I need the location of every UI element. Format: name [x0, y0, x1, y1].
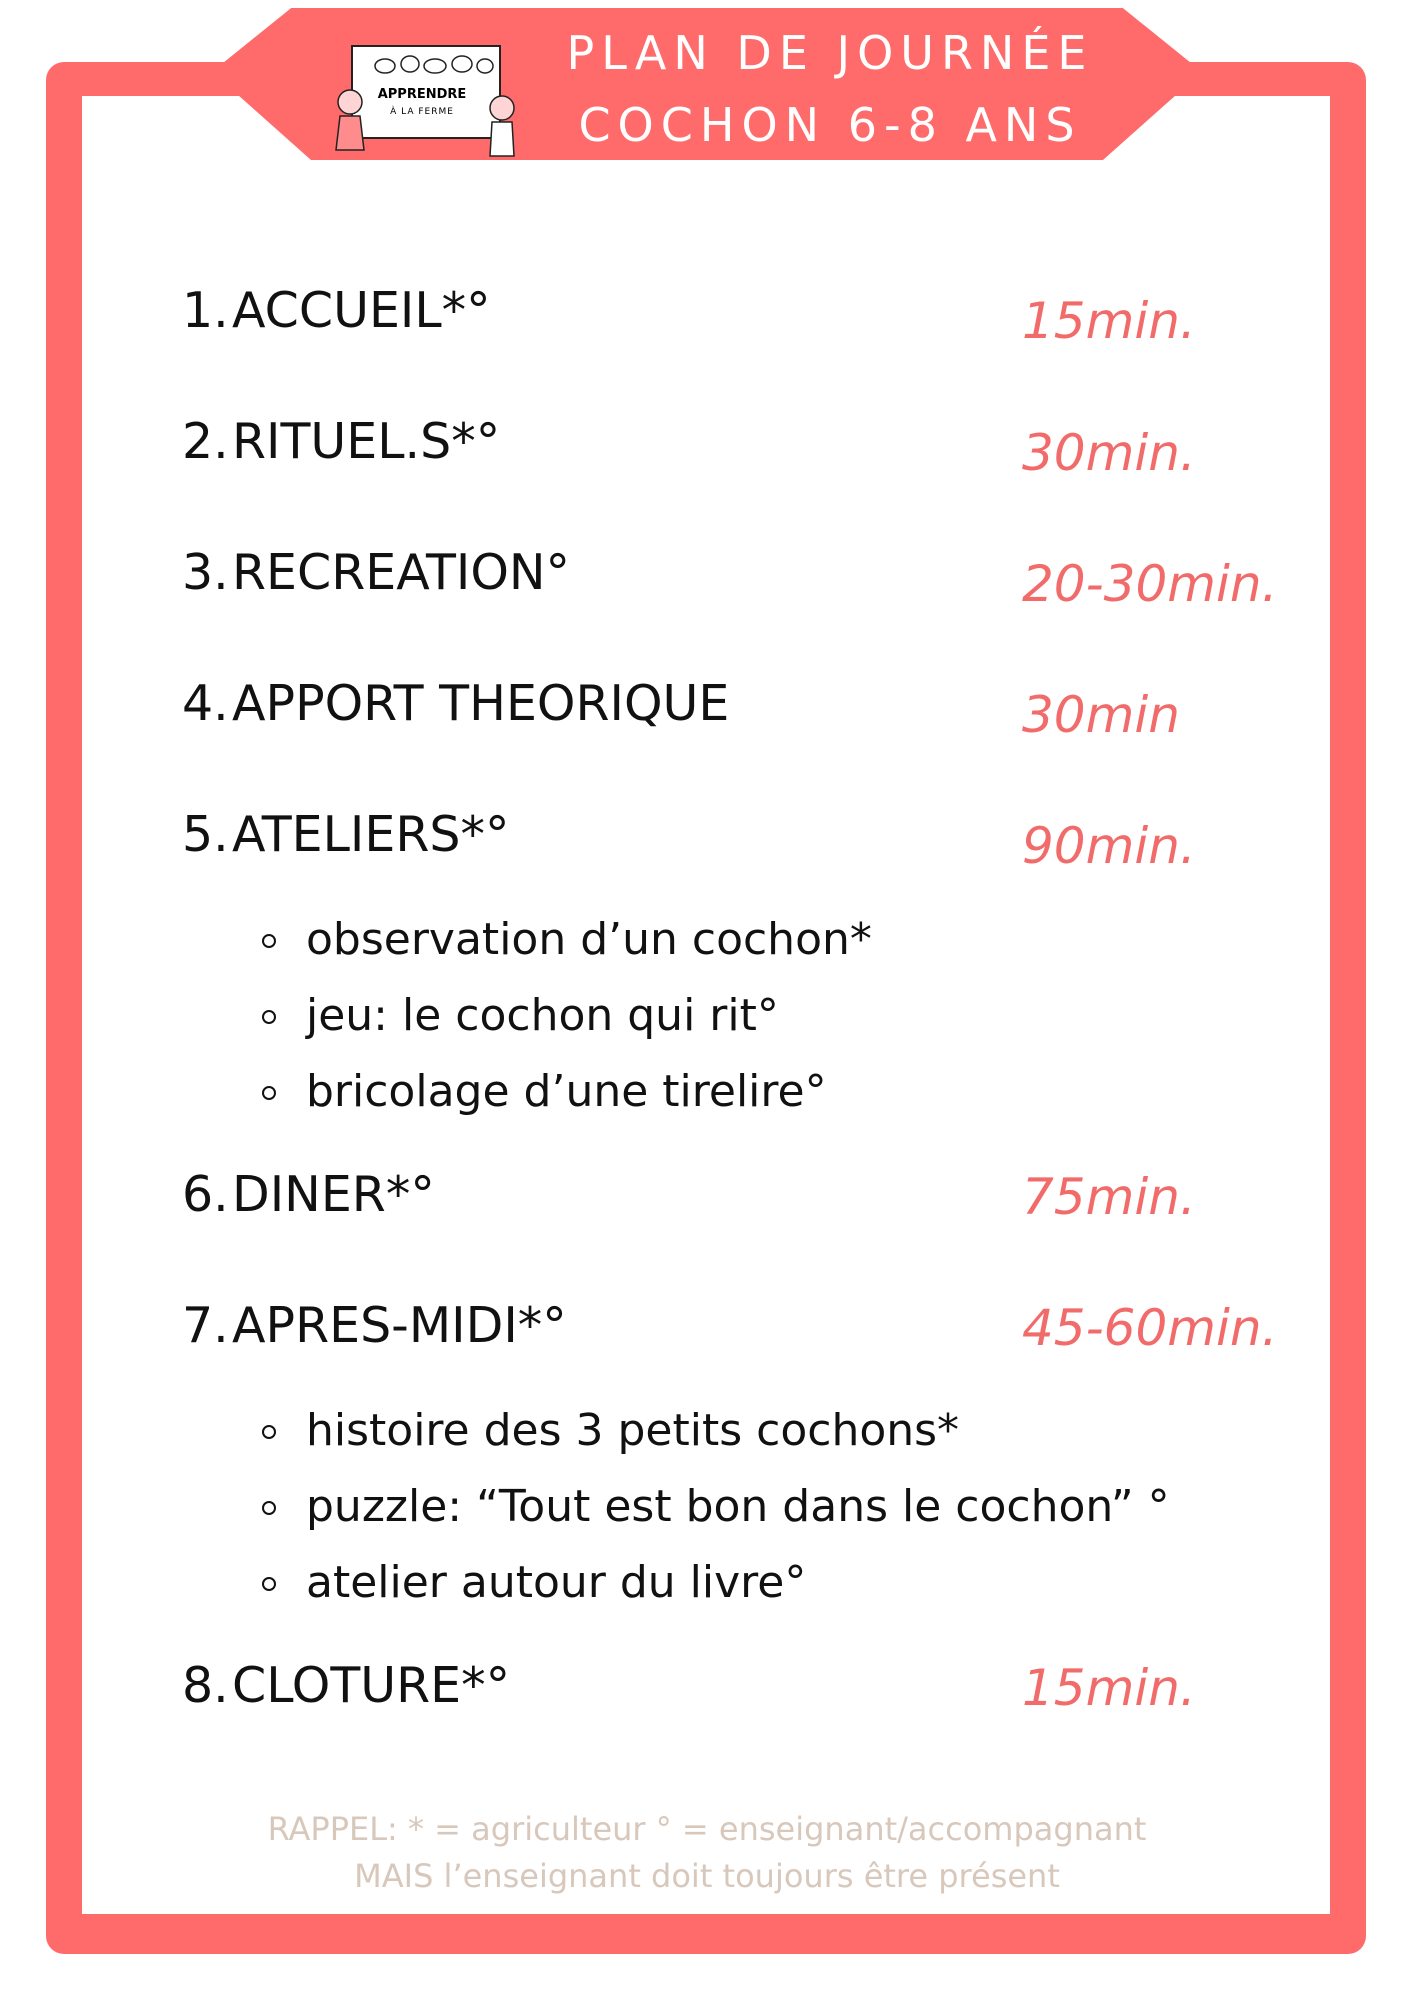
sub-item: bricolage d’une tirelire° [306, 1066, 827, 1117]
bullet-icon [262, 1086, 276, 1100]
schedule-item-3 [182, 544, 570, 601]
item-label: APRES-MIDI*° [232, 1297, 567, 1354]
schedule-item-6 [182, 1166, 435, 1223]
item-duration: 45-60min. [1022, 1299, 1278, 1357]
bullet-icon [262, 1425, 276, 1439]
item-duration: 30min [1022, 686, 1180, 744]
item-number: 4. [182, 675, 229, 732]
logo-title: APPRENDRE [377, 87, 467, 102]
bullet-icon [262, 934, 276, 948]
item-duration: 15min. [1022, 1659, 1196, 1717]
sub-item: histoire des 3 petits cochons* [306, 1405, 960, 1456]
item-label: ACCUEIL*° [232, 282, 491, 339]
item-duration: 20-30min. [1022, 555, 1278, 613]
item-label: RITUEL.S*° [232, 413, 501, 470]
item-label: RECREATION° [232, 544, 571, 601]
schedule-item-7 [182, 1297, 567, 1354]
schedule-item-1 [182, 282, 491, 339]
item-number: 3. [182, 544, 229, 601]
logo-subtitle: À LA FERME [390, 107, 454, 117]
sub-item: observation d’un cochon* [306, 914, 872, 965]
item-number: 5. [182, 806, 229, 863]
page-title-line1: PLAN DE JOURNÉE [566, 26, 1094, 80]
item-label: ATELIERS*° [232, 806, 510, 863]
footer-reminder: RAPPEL: * = agriculteur ° = enseignant/accompagnant [267, 1810, 1147, 1848]
item-duration: 90min. [1022, 817, 1196, 875]
item-number: 1. [182, 282, 229, 339]
item-duration: 30min. [1022, 424, 1196, 482]
item-label: APPORT THEORIQUE [232, 675, 730, 732]
sub-item: jeu: le cochon qui rit° [306, 990, 779, 1041]
item-label: CLOTURE*° [232, 1657, 511, 1714]
bullet-icon [262, 1501, 276, 1515]
bullet-icon [262, 1577, 276, 1591]
bullet-icon [262, 1010, 276, 1024]
schedule-item-5 [182, 806, 509, 863]
item-label: DINER*° [232, 1166, 435, 1223]
sub-item: puzzle: “Tout est bon dans le cochon” ° [306, 1481, 1170, 1532]
item-number: 6. [182, 1166, 229, 1223]
page-title-line2: COCHON 6-8 ANS [578, 98, 1082, 152]
sub-item: atelier autour du livre° [306, 1557, 807, 1608]
item-duration: 75min. [1022, 1168, 1196, 1226]
footer-note: MAIS l’enseignant doit toujours être présent [354, 1857, 1060, 1895]
schedule-item-4 [182, 675, 729, 732]
item-number: 7. [182, 1297, 229, 1354]
item-number: 2. [182, 413, 229, 470]
item-number: 8. [182, 1657, 229, 1714]
schedule-item-2 [182, 413, 500, 470]
item-duration: 15min. [1022, 292, 1196, 350]
schedule-item-8 [182, 1657, 510, 1714]
